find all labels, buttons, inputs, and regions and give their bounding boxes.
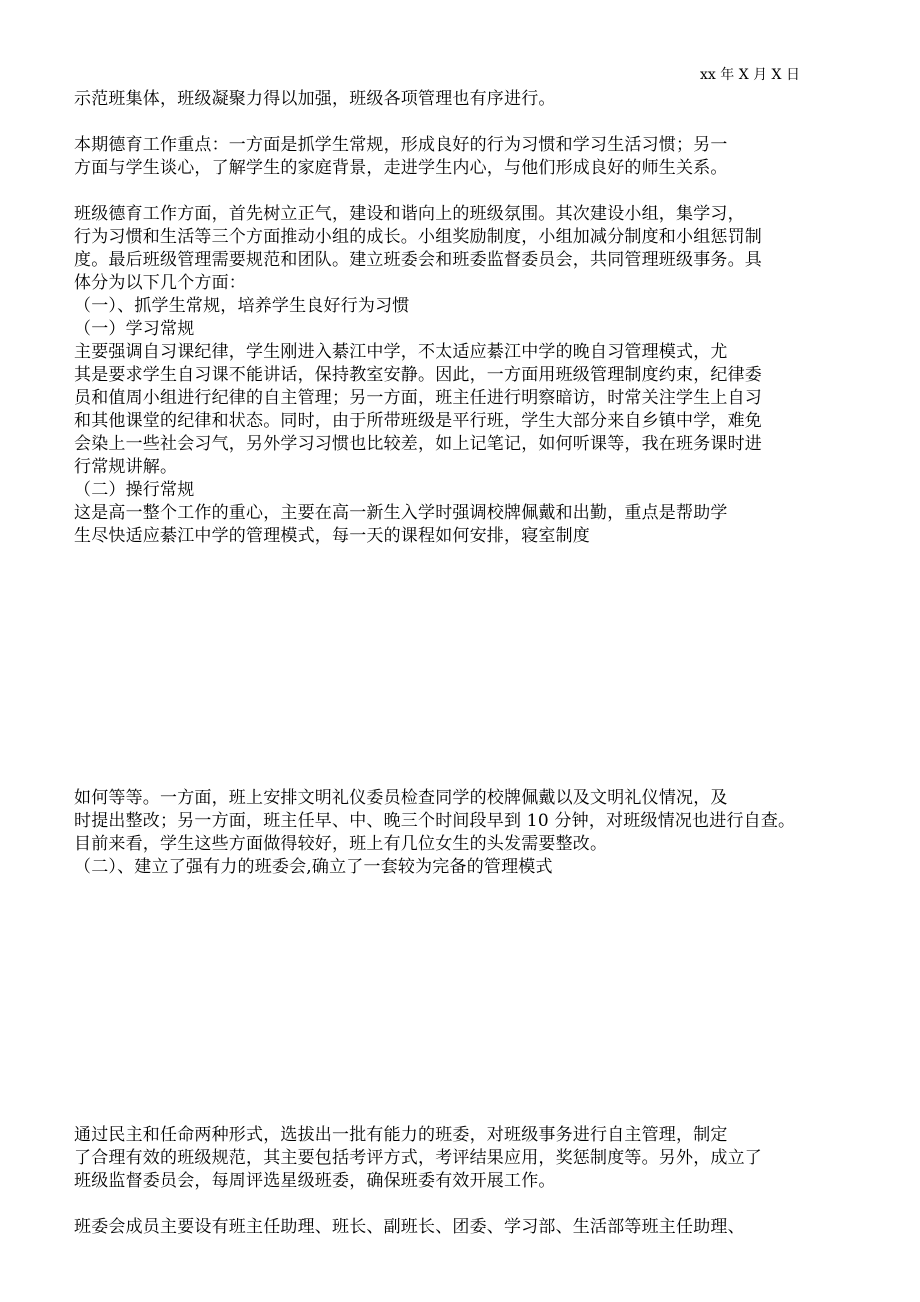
text-line: 其是要求学生自习课不能讲话，保持教室安静。因此，一方面用班级管理制度约束，纪律委 <box>74 365 762 385</box>
text-line: 生尽快适应綦江中学的管理模式，每一天的课程如何安排，寝室制度 <box>74 526 590 546</box>
text-line: 班级德育工作方面，首先树立正气，建设和谐向上的班级氛围。其次建设小组，集学习， <box>74 204 745 224</box>
text-line: （一）、抓学生常规，培养学生良好行为习惯 <box>74 296 410 316</box>
text-line: 行为习惯和生活等三个方面推动小组的成长。小组奖励制度，小组加减分制度和小组惩罚制 <box>74 227 762 247</box>
text-block-3 <box>74 1124 854 1239</box>
text-line: 员和值周小组进行纪律的自主管理；另一方面，班主任进行明察暗访，时常关注学生上自习 <box>74 388 762 408</box>
text-line: （二）操行常规 <box>74 480 195 500</box>
text-block-2 <box>74 787 854 879</box>
text-line: 方面与学生谈心，了解学生的家庭背景，走进学生内心，与他们形成良好的师生关系。 <box>74 158 728 178</box>
paragraph-gap <box>74 111 854 134</box>
text-line: （一）学习常规 <box>74 319 195 339</box>
text-line: 如何等等。一方面，班上安排文明礼仪委员检查同学的校牌佩戴以及文明礼仪情况，及 <box>74 788 728 808</box>
text-line: 和其他课堂的纪律和状态。同时，由于所带班级是平行班，学生大部分来自乡镇中学，难免 <box>74 411 762 431</box>
paragraph-gap <box>74 180 854 203</box>
text-block-1 <box>74 88 854 548</box>
text-line: 主要强调自习课纪律，学生刚进入綦江中学，不太适应綦江中学的晚自习管理模式，尤 <box>74 342 728 362</box>
text-line: 示范班集体，班级凝聚力得以加强，班级各项管理也有序进行。 <box>74 89 556 109</box>
paragraph-gap <box>74 1193 854 1216</box>
text-line: 这是高一整个工作的重心，主要在高一新生入学时强调校牌佩戴和出勤，重点是帮助学 <box>74 503 728 523</box>
text-line: 目前来看，学生这些方面做得较好，班上有几位女生的头发需要整改。 <box>74 834 608 854</box>
text-line: 班委会成员主要设有班主任助理、班长、副班长、团委、学习部、生活部等班主任助理、 <box>74 1217 745 1237</box>
text-line: 本期德育工作重点：一方面是抓学生常规，形成良好的行为习惯和学习生活习惯；另一 <box>74 135 728 155</box>
header-date: xx 年 X 月 X 日 <box>700 67 800 83</box>
text-line: 通过民主和任命两种形式，选拔出一批有能力的班委，对班级事务进行自主管理，制定 <box>74 1125 728 1145</box>
text-line: 体分为以下几个方面： <box>74 273 246 293</box>
text-line: 了合理有效的班级规范，其主要包括考评方式，考评结果应用，奖惩制度等。另外，成立了 <box>74 1148 762 1168</box>
text-line: 行常规讲解。 <box>74 457 178 477</box>
text-line: 度。最后班级管理需要规范和团队。建立班委会和班委监督委员会，共同管理班级事务。具 <box>74 250 762 270</box>
text-line: 时提出整改；另一方面，班主任早、中、晚三个时间段早到 10 分钟，对班级情况也进行自查。 <box>74 811 796 831</box>
text-line: 班级监督委员会，每周评选星级班委，确保班委有效开展工作。 <box>74 1171 556 1191</box>
text-line: （二）、建立了强有力的班委会,确立了一套较为完备的管理模式 <box>74 857 553 877</box>
text-line: 会染上一些社会习气，另外学习习惯也比较差，如上记笔记，如何听课等，我在班务课时进 <box>74 434 762 454</box>
